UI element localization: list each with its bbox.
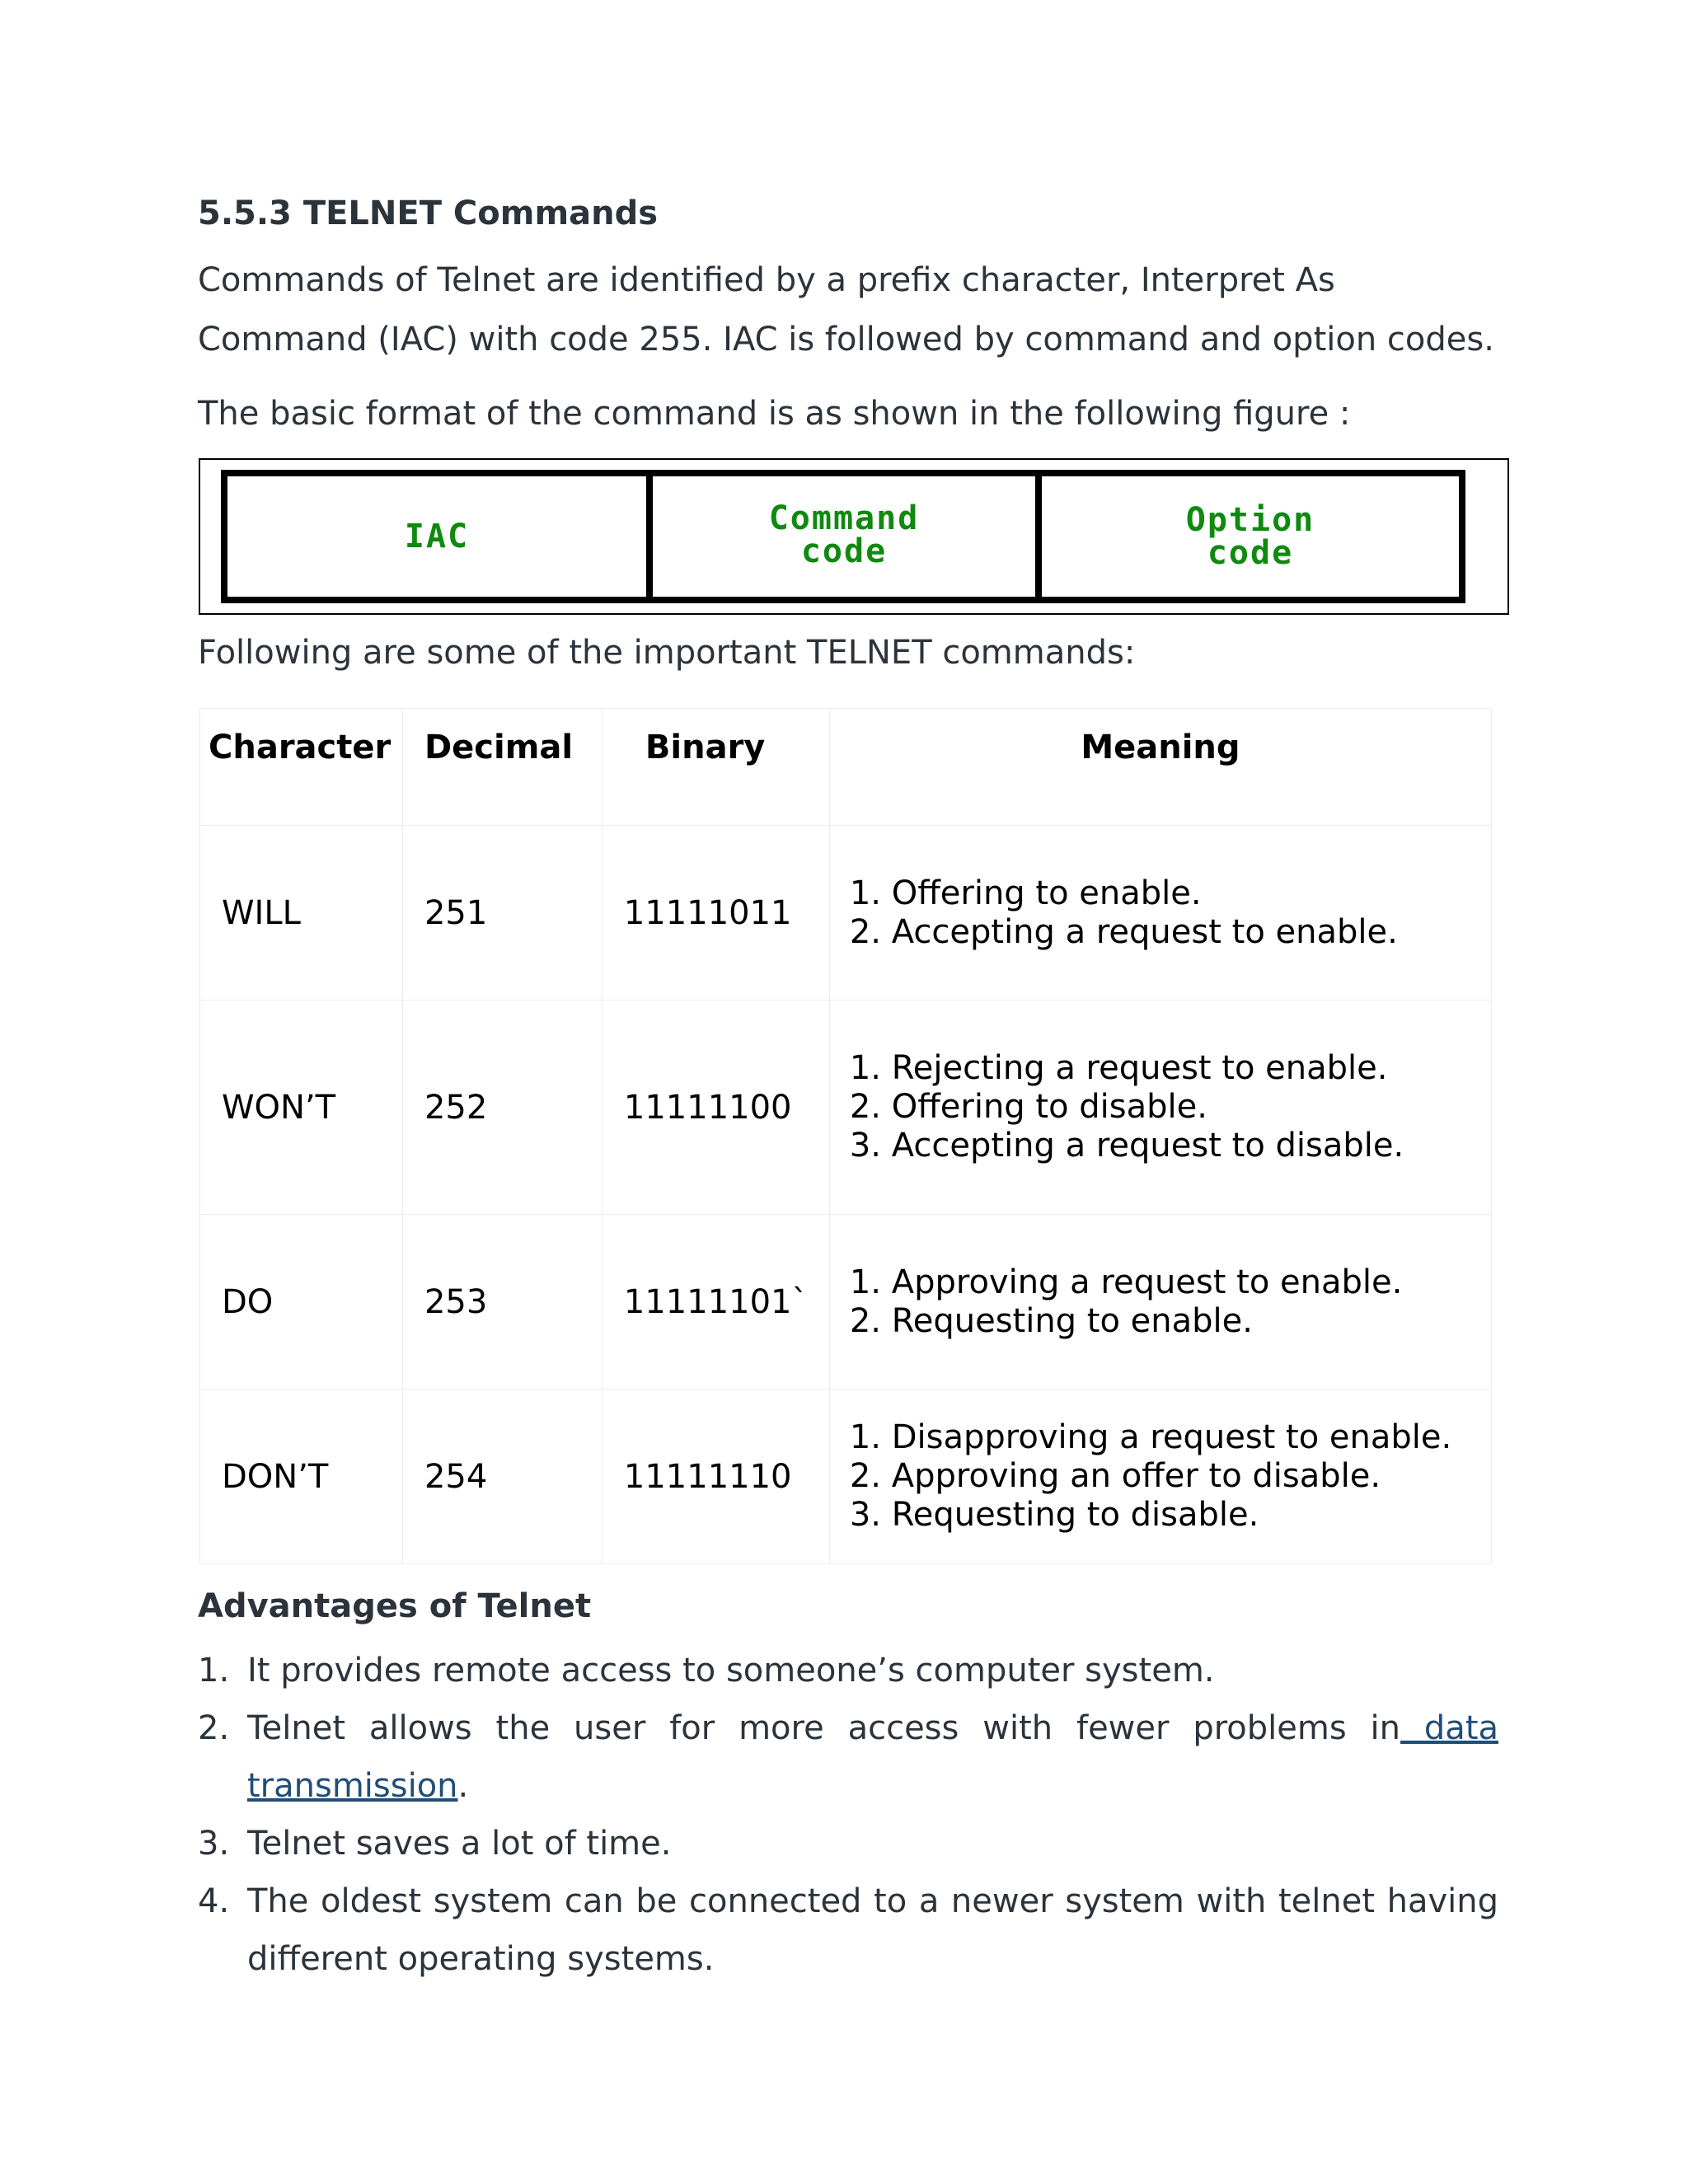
cell-decimal: 251 — [402, 826, 602, 1001]
list-text-part: Telnet allows the user for more access with fewer problems in — [247, 1709, 1401, 1747]
table-row — [200, 1215, 1492, 1390]
advantages-heading: Advantages of Telnet — [198, 1587, 592, 1625]
cell-decimal: 253 — [402, 1215, 602, 1390]
table-row — [200, 1001, 1492, 1215]
list-item — [198, 1642, 1498, 1699]
list-number: 4. — [198, 1882, 230, 1920]
list-number: 1. — [198, 1652, 230, 1690]
meaning-item: 1. Offering to enable. — [849, 874, 1202, 912]
meaning-item: 3. Accepting a request to disable. — [849, 1127, 1404, 1165]
cell-decimal: 254 — [402, 1390, 602, 1564]
meaning-item: 1. Rejecting a request to enable. — [849, 1049, 1388, 1087]
header-decimal: Decimal — [402, 709, 602, 826]
cell-binary: 11111100 — [602, 1001, 829, 1215]
advantages-list — [198, 1642, 1498, 1988]
intro-paragraph: Commands of Telnet are identified by a prefix character, Interpret As Command (IAC) with code 255. IAC is followed by command and option codes. — [198, 261, 1494, 359]
data-transmission-link[interactable]: data transmission — [247, 1709, 1499, 1805]
list-text-part: . — [457, 1767, 469, 1805]
meaning-item: 2. Requesting to enable. — [849, 1301, 1253, 1340]
meaning-item: 1. Approving a request to enable. — [849, 1263, 1403, 1301]
figure-cell-command-code: Command code — [653, 476, 1042, 597]
cell-character: WILL — [200, 826, 403, 1001]
cell-decimal: 252 — [402, 1001, 602, 1215]
cell-meaning — [829, 1390, 1491, 1564]
meaning-item: 2. Offering to disable. — [849, 1088, 1207, 1126]
header-binary: Binary — [602, 709, 829, 826]
cell-character: DO — [200, 1215, 403, 1390]
cell-binary: 11111101` — [602, 1215, 829, 1390]
table-row — [200, 826, 1492, 1001]
meaning-item: 2. Accepting a request to enable. — [849, 912, 1398, 951]
list-text: The oldest system can be connected to a newer system with telnet having different operating systems. — [247, 1882, 1498, 1978]
list-item — [198, 1815, 1498, 1872]
figure-cell-iac: IAC — [227, 476, 653, 597]
cell-character: DON’T — [200, 1390, 403, 1564]
meaning-item: 1. Disapproving a request to enable. — [849, 1418, 1452, 1456]
cell-meaning — [829, 1001, 1491, 1215]
list-number: 3. — [198, 1825, 230, 1863]
cell-character: WON’T — [200, 1001, 403, 1215]
table-header-row — [200, 709, 1492, 826]
list-text — [247, 1699, 1498, 1815]
meaning-item: 2. Approving an offer to disable. — [849, 1457, 1381, 1495]
list-item — [198, 1699, 1498, 1815]
cell-binary: 11111011 — [602, 826, 829, 1001]
header-character: Character — [200, 709, 403, 826]
cell-binary: 11111110 — [602, 1390, 829, 1564]
telnet-commands-table — [199, 708, 1492, 1564]
format-description: The basic format of the command is as shown in the following figure : — [198, 395, 1351, 433]
meaning-item: 3. Requesting to disable. — [849, 1496, 1259, 1534]
cell-meaning — [829, 1215, 1491, 1390]
table-intro: Following are some of the important TELNET commands: — [198, 634, 1136, 672]
list-text: It provides remote access to someone’s computer system. — [247, 1652, 1215, 1690]
cell-meaning — [829, 826, 1491, 1001]
figure-cell-option-code: Option code — [1185, 501, 1315, 572]
command-format-frame — [221, 470, 1465, 603]
list-text: Telnet saves a lot of time. — [247, 1825, 672, 1863]
section-heading: 5.5.3 TELNET Commands — [198, 194, 659, 232]
list-item — [198, 1872, 1498, 1988]
list-number: 2. — [198, 1709, 230, 1747]
header-meaning: Meaning — [829, 709, 1491, 826]
table-row — [200, 1390, 1492, 1564]
